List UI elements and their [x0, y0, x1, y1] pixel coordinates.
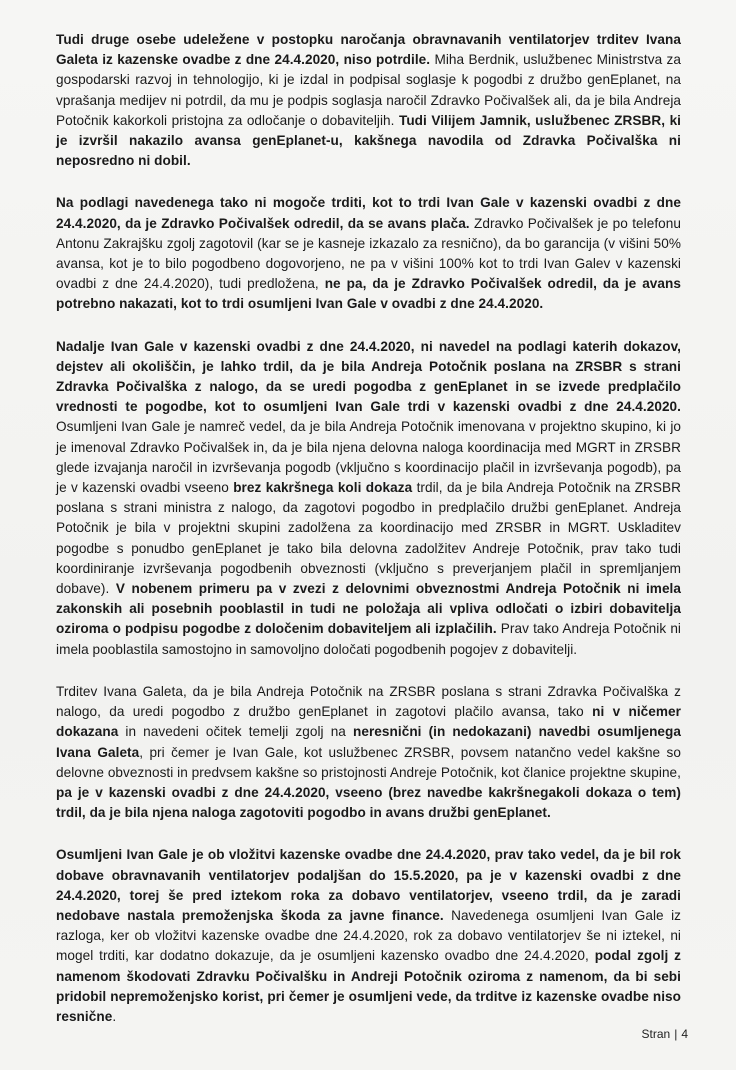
bold-text-segment: ne pa, da je Zdravko Počivalšek odredil, da je avans potrebno nakazati, kot to trdi osumljeni Ivan Gale v ovadbi z dne 24.4.2020.: [56, 276, 681, 312]
bold-text-segment: Tudi druge osebe udeležene v postopku naročanja obravnavanih ventilatorjev trditev Ivana Galeta iz kazenske ovadbe z dne 24.4.2020, niso potrdile.: [56, 32, 681, 68]
text-segment: trdil, da je bila Andreja Potočnik na ZRSBR poslana s strani ministra z nalogo, da zagotovi pogodbo in predplačilo družbi genEplanet. Andreja Potočnik je bila v projektni skupini zadolžena za koordinacijo med ZRSBR in MGRT. Uskladitev pogodbe s ponudbo genEplanet je tako bila delovna zadolžitev Andreje Potočnik, prav tako tudi koordiniranje izvrševanja pogodbenih obveznosti (vključno s preverjanjem plačil in spremljanjem dobave).: [56, 480, 681, 597]
text-segment: Navedenega osumljeni Ivan Gale iz razloga, ker ob vložitvi kazenske ovadbe dne 24.4.2020, rok za dobavo ventilatorjev še ni iztekel, ni mogel trditi, kar dodatno dokazuje, da je osumljeni kazensko ovadbo dne 24.4.2020,: [56, 907, 681, 964]
page-footer: [642, 1027, 689, 1041]
text-segment: in navedeni očitek temelji zgolj na: [118, 724, 353, 740]
paragraph: [56, 337, 681, 660]
bold-text-segment: pa je v kazenski ovadbi z dne 24.4.2020, vseeno (brez navedbe kakršnegakoli dokaza o tem) trdil, da je bila njena naloga zagotoviti pogodbo in avans družbi genEplanet.: [56, 784, 681, 821]
bold-text-segment: Tudi Vilijem Jamnik, uslužbenec ZRSBR, ki je izvršil nakazilo avansa genEplanet-u, kakšnega navodila od Zdravka Počivalška ni neposredno ni dobil.: [56, 112, 682, 169]
paragraph: [56, 845, 681, 1027]
text-segment: .: [112, 1008, 117, 1024]
bold-text-segment: brez kakršnega koli dokaza: [233, 480, 413, 496]
bold-text-segment: Osumljeni Ivan Gale je ob vložitvi kazenske ovadbe dne 24.4.2020, prav tako vedel, da je bil rok dobave obravnavanih ventilatorjev podaljšan do 15.5.2020, pa je v kazenski ovadbi z dne 24.4.2020, torej še pred iztekom roka za dobavo ventilatorjev, vseeno trdil, da je zaradi nedobave nastala premoženjska škoda za javne finance.: [56, 847, 681, 923]
bold-text-segment: podal zgolj z namenom škodovati Zdravku Počivalšku in Andreji Potočnik oziroma z namenom, da bi sebi pridobil nepremoženjsko korist, pri čemer je osumljeni vede, da trditve iz kazenske ovadbe niso resnične: [56, 948, 681, 1024]
bold-text-segment: neresnični (in nedokazani) navedbi osumljenega Ivana Galeta: [56, 724, 682, 760]
text-segment: Prav tako Andreja Potočnik ni imela pooblastila samostojno in samovoljno določati pogodbenih pogojev z dobavitelji.: [56, 621, 681, 657]
text-segment: Zdravko Počivalšek je po telefonu Antonu Zakrajšku zgolj zagotovil (kar se je kasneje izkazalo za resnično), da bo garancija (v višini 50% avansa, kot je to bilo pogodbeno dogovorjeno, ne pa v višini 100% kot to trdi Ivan Galev v kazenski ovadbi z dne 24.4.2020), tudi predložena,: [56, 215, 681, 292]
text-segment: Trditev Ivana Galeta, da je bila Andreja Potočnik na ZRSBR poslana s strani Zdravka Počivalška z nalogo, da uredi pogodbo z družbo genEplanet in zagotovi plačilo avansa, tako: [56, 683, 681, 720]
paragraph: [56, 193, 681, 314]
page-label: Stran: [641, 1027, 671, 1041]
bold-text-segment: Nadalje Ivan Gale v kazenski ovadbi z dne 24.4.2020, ni navedel na podlagi katerih dokazov, dejstev ali okoliščin, je lahko trdil, da je bila Andreja Potočnik poslana na ZRSBR s strani Zdravka Počivalška z nalogo, da se uredi pogodba z genEplanet in se izvede predplačilo vrednosti te pogodbe, kot to osumljeni Ivan Gale trdi v kazenski ovadbi z dne 24.4.2020.: [56, 338, 681, 415]
bold-text-segment: ni v ničemer dokazana: [56, 704, 681, 740]
page-separator: |: [674, 1027, 678, 1041]
paragraph: [56, 682, 681, 823]
text-segment: Osumljeni Ivan Gale je namreč vedel, da je bila Andreja Potočnik imenovana v projektno skupino, ki jo je imenoval Zdravko Počivalšek in, da je bila njena delovna naloga koordinacija med MGRT in ZRSBR glede izvajanja naročil in izvrševanja pogodb (vključno s koordinacijo plačil in izvrševanja pogodb), pa je v kazenski ovadbi vseeno: [56, 419, 681, 496]
paragraph: [56, 30, 681, 171]
text-segment: Miha Berdnik, uslužbenec Ministrstva za gospodarski razvoj in tehnologijo, ki je izdal in podpisal soglasje k pogodbi z družbo genEplanet, na vprašanja medijev ni potrdil, da mu je podpis soglasja naročil Zdravko Počivalšek ali, da je bila Andreja Potočnik kakorkoli pristojna za odločanje o dobaviteljih.: [56, 52, 681, 128]
page-number: 4: [681, 1027, 688, 1041]
bold-text-segment: V nobenem primeru pa v zvezi z delovnimi obveznostmi Andreja Potočnik ni imela zakonskih ali posebnih pooblastil in tudi ne položaja ali vpliva odločati o izbiri dobavitelja oziroma o podpisu pogodbe z določenim dobaviteljem ali izplačilih.: [56, 581, 681, 637]
document-body: [56, 30, 681, 1027]
text-segment: , pri čemer je Ivan Gale, kot uslužbenec ZRSBR, povsem natančno vedel kakšne so delovne obveznosti in predvsem kakšne so pristojnosti Andreje Potočnik, kot članice projektne skupine,: [56, 744, 681, 780]
bold-text-segment: Na podlagi navedenega tako ni mogoče trditi, kot to trdi Ivan Gale v kazenski ovadbi z dne 24.4.2020, da je Zdravko Počivalšek odredil, da se avans plača.: [56, 195, 681, 231]
